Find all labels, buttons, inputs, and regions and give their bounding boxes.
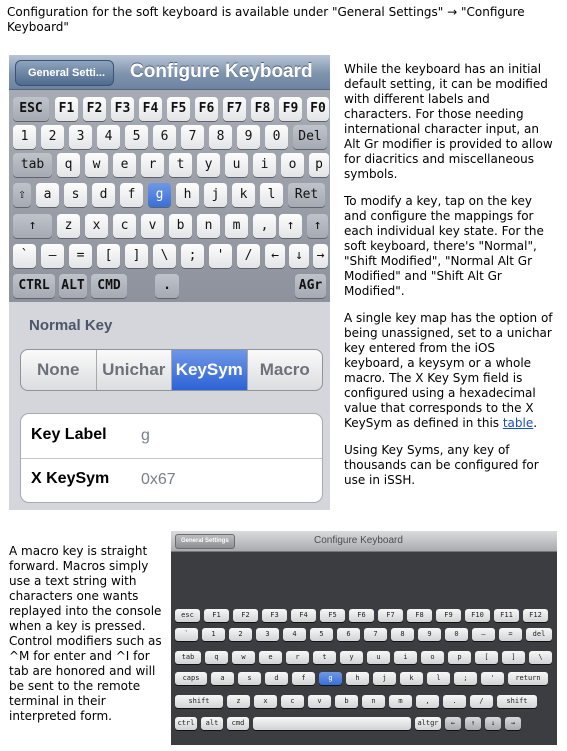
key-label-value[interactable]: g (141, 427, 150, 444)
ipad-key-2-8[interactable]: i (394, 651, 417, 664)
navigation-bar (9, 55, 330, 90)
ipad-key-5-1[interactable]: alt (201, 717, 223, 730)
iphone-configure-keyboard-screenshot (9, 55, 330, 510)
ipad-key-1-11[interactable]: – (472, 628, 495, 641)
ipad-key-4-8[interactable]: , (416, 695, 439, 708)
ipad-key-3-2[interactable]: s (238, 672, 261, 685)
key-6-0[interactable]: CTRL (13, 274, 55, 298)
ipad-key-3-12[interactable]: return (508, 672, 548, 685)
key-3-4[interactable]: f (120, 183, 143, 207)
key-type-segmented-control (20, 349, 323, 391)
ipad-key-3-7[interactable]: j (373, 672, 396, 685)
key-3-2[interactable]: s (64, 183, 87, 207)
ipad-navigation-bar (171, 531, 557, 552)
intro-text: Configuration for the soft keyboard is available under "General Settings" → "Configure Keyboard" (7, 5, 525, 34)
key-3-7[interactable]: j (204, 183, 227, 207)
ipad-key-0-0[interactable]: esc (175, 609, 200, 622)
ipad-key-1-7[interactable]: 7 (364, 628, 387, 641)
ipad-key-0-5[interactable]: F5 (320, 609, 345, 622)
ipad-key-3-10[interactable]: ; (454, 672, 477, 685)
ipad-key-1-2[interactable]: 2 (229, 628, 252, 641)
ipad-key-1-13[interactable]: del (526, 628, 552, 641)
key-2-1[interactable]: q (57, 153, 80, 177)
paragraph-key-map-text: A single key map has the option of being unassigned, set to a unichar key entered from the iOS keyboard, a keysym or a whole macro. The X Key Sym field is configured using a hexadecimal value that corresponds to the X KeySym as defined in this (344, 311, 553, 430)
ipad-key-0-11[interactable]: F11 (494, 609, 519, 622)
ipad-key-3-6[interactable]: h (346, 672, 369, 685)
description-text (344, 62, 557, 500)
ipad-key-5-5[interactable]: ← (445, 717, 461, 730)
key-2-4[interactable]: r (141, 153, 164, 177)
ipad-key-2-4[interactable]: r (286, 651, 309, 664)
soft-keyboard (9, 90, 330, 302)
key-0-0[interactable]: ESC (13, 97, 49, 121)
ipad-key-2-1[interactable]: q (205, 651, 228, 664)
key-3-10[interactable]: Ret (288, 183, 325, 207)
ipad-key-2-11[interactable]: [ (475, 651, 498, 664)
ipad-key-0-2[interactable]: F2 (233, 609, 258, 622)
key-2-6[interactable]: y (197, 153, 220, 177)
segment-unichar[interactable]: Unichar (97, 350, 173, 390)
macro-description: A macro key is straight forward. Macros simply use a text string with characters one wants replayed into the console when a key is pressed. Control modifiers such as ^M for enter and ^I for tab are honored and will be sent to the remote terminal in their interpreted form. (9, 544, 162, 723)
key-4-0[interactable]: ↑ (13, 214, 52, 238)
key-1-6[interactable]: 7 (181, 125, 204, 149)
keysym-row[interactable] (21, 458, 322, 502)
key-3-9[interactable]: l (260, 183, 283, 207)
ipad-key-1-6[interactable]: 6 (337, 628, 360, 641)
key-0-2[interactable]: F2 (83, 97, 106, 121)
ipad-key-4-1[interactable]: z (227, 695, 250, 708)
key-4-6[interactable]: n (197, 214, 220, 238)
ipad-key-1-12[interactable]: = (499, 628, 522, 641)
section-label: Normal Key (29, 317, 113, 334)
ipad-key-2-13[interactable]: \ (529, 651, 552, 664)
key-0-3[interactable]: F3 (111, 97, 134, 121)
ipad-key-2-6[interactable]: y (340, 651, 363, 664)
key-2-0[interactable]: tab (13, 153, 52, 177)
ipad-configure-keyboard-screenshot (171, 531, 557, 745)
ipad-key-0-1[interactable]: F1 (204, 609, 229, 622)
ipad-key-5-2[interactable]: cmd (227, 717, 249, 730)
key-5-11[interactable]: → (313, 244, 328, 268)
ipad-key-3-3[interactable]: d (265, 672, 288, 685)
key-2-8[interactable]: i (253, 153, 276, 177)
key-4-10[interactable]: ↑ (307, 214, 328, 238)
key-5-7[interactable]: ' (209, 244, 232, 268)
key-0-5[interactable]: F5 (167, 97, 190, 121)
key-4-9[interactable]: ↑ (279, 214, 302, 238)
paragraph-keyboard-defaults: While the keyboard has an initial default setting, it can be modified with different labels and characters. For those needing international character input, an Alt Gr modifier is provided to allow for diacritics and miscellaneous symbols. (344, 62, 553, 181)
ipad-key-1-10[interactable]: 0 (445, 628, 468, 641)
ipad-key-3-4[interactable]: f (292, 672, 315, 685)
key-1-2[interactable]: 3 (69, 125, 92, 149)
key-0-9[interactable]: F9 (279, 97, 302, 121)
segment-macro[interactable]: Macro (259, 360, 310, 379)
key-4-3[interactable]: c (113, 214, 136, 238)
table-link[interactable]: table (502, 416, 534, 430)
ipad-key-0-6[interactable]: F6 (349, 609, 374, 622)
key-1-8[interactable]: 9 (237, 125, 260, 149)
ipad-key-4-11[interactable]: shift (497, 695, 537, 708)
ipad-key-3-11[interactable]: ' (481, 672, 504, 685)
ipad-key-4-6[interactable]: n (362, 695, 385, 708)
ipad-key-2-5[interactable]: t (313, 651, 336, 664)
ipad-key-3-8[interactable]: k (400, 672, 423, 685)
key-0-10[interactable]: F0 (307, 97, 329, 121)
ipad-key-4-9[interactable]: . (443, 695, 466, 708)
ipad-key-5-0[interactable]: ctrl (175, 717, 197, 730)
ipad-key-2-0[interactable]: tab (175, 651, 201, 664)
ipad-key-4-2[interactable]: x (254, 695, 277, 708)
key-5-10[interactable]: ↓ (289, 244, 309, 268)
segment-keysym[interactable]: KeySym (172, 350, 248, 390)
key-3-0[interactable]: ⇧ (13, 183, 31, 207)
ipad-key-2-2[interactable]: w (232, 651, 255, 664)
ipad-key-5-6[interactable]: ↑ (465, 717, 481, 730)
key-3-6[interactable]: h (176, 183, 199, 207)
ipad-key-3-9[interactable]: l (427, 672, 450, 685)
ipad-key-4-0[interactable]: shift (175, 695, 223, 708)
ipad-key-0-12[interactable]: F12 (523, 609, 548, 622)
segment-none[interactable]: None (21, 350, 97, 390)
key-0-6[interactable]: F6 (195, 97, 218, 121)
key-2-7[interactable]: u (225, 153, 248, 177)
ipad-general-settings-back-button[interactable]: General Settings (175, 534, 235, 549)
ipad-key-2-9[interactable]: o (421, 651, 444, 664)
ipad-key-0-4[interactable]: F4 (291, 609, 316, 622)
ipad-key-2-3[interactable]: e (259, 651, 282, 664)
general-settings-back-button[interactable]: General Setti... (15, 60, 114, 86)
paragraph-key-map-end: . (533, 416, 538, 430)
ipad-key-5-4[interactable]: altgr (415, 717, 441, 730)
key-4-8[interactable]: , (253, 214, 276, 238)
key-1-3[interactable]: 4 (97, 125, 120, 149)
key-settings-table (20, 413, 323, 503)
key-5-2[interactable]: = (69, 244, 92, 268)
ipad-key-1-4[interactable]: 4 (283, 628, 306, 641)
key-5-6[interactable]: ; (181, 244, 204, 268)
ipad-key-3-1[interactable]: a (211, 672, 234, 685)
ipad-key-4-4[interactable]: v (308, 695, 331, 708)
key-1-10[interactable]: Del (293, 125, 327, 149)
ipad-key-4-5[interactable]: b (335, 695, 358, 708)
key-0-1[interactable]: F1 (55, 97, 78, 121)
key-2-2[interactable]: w (85, 153, 108, 177)
ipad-key-4-7[interactable]: m (389, 695, 412, 708)
key-6-1[interactable]: ALT (59, 274, 87, 298)
key-5-9[interactable]: ← (265, 244, 285, 268)
key-5-0[interactable]: ` (13, 244, 36, 268)
keysym-value[interactable]: 0x67 (141, 471, 176, 488)
key-2-10[interactable]: p (309, 153, 329, 177)
key-6-2[interactable]: CMD (91, 274, 127, 298)
ipad-page-title: Configure Keyboard (314, 535, 403, 546)
key-0-4[interactable]: F4 (139, 97, 162, 121)
key-3-8[interactable]: k (232, 183, 255, 207)
ipad-key-0-7[interactable]: F7 (378, 609, 403, 622)
key-4-4[interactable]: v (141, 214, 164, 238)
ipad-key-1-1[interactable]: 1 (202, 628, 225, 641)
key-4-7[interactable]: m (225, 214, 248, 238)
page-title: Configure Keyboard (130, 61, 313, 82)
key-2-5[interactable]: t (169, 153, 192, 177)
key-5-1[interactable]: – (41, 244, 64, 268)
key-config-section (9, 302, 330, 510)
ipad-key-3-5[interactable]: g (319, 672, 342, 685)
ipad-key-4-3[interactable]: c (281, 695, 304, 708)
key-3-3[interactable]: d (92, 183, 115, 207)
key-0-7[interactable]: F7 (223, 97, 246, 121)
ipad-key-5-8[interactable]: → (505, 717, 521, 730)
key-1-7[interactable]: 8 (209, 125, 232, 149)
ipad-spacebar[interactable] (253, 717, 411, 730)
key-2-9[interactable]: o (281, 153, 304, 177)
key-4-2[interactable]: x (85, 214, 108, 238)
ipad-key-1-8[interactable]: 8 (391, 628, 414, 641)
ipad-key-3-0[interactable]: caps (175, 672, 207, 685)
key-1-5[interactable]: 6 (153, 125, 176, 149)
key-label-row[interactable] (21, 414, 322, 459)
ipad-key-0-3[interactable]: F3 (262, 609, 287, 622)
ipad-key-2-10[interactable]: p (448, 651, 471, 664)
paragraph-key-map (344, 311, 557, 431)
ipad-key-0-9[interactable]: F9 (436, 609, 461, 622)
ipad-key-1-5[interactable]: 5 (310, 628, 333, 641)
key-2-3[interactable]: e (113, 153, 136, 177)
key-1-4[interactable]: 5 (125, 125, 148, 149)
key-6-3[interactable]: . (155, 274, 179, 298)
ipad-key-1-0[interactable]: ` (175, 628, 198, 641)
ipad-key-1-3[interactable]: 3 (256, 628, 279, 641)
key-3-5[interactable]: g (148, 183, 171, 207)
key-5-5[interactable]: \ (153, 244, 176, 268)
paragraph-key-syms: Using Key Syms, any key of thousands can be configured for use in iSSH. (344, 443, 539, 487)
ipad-key-2-12[interactable]: ] (502, 651, 525, 664)
key-6-4[interactable]: AGr (295, 274, 326, 298)
key-0-8[interactable]: F8 (251, 97, 274, 121)
key-5-4[interactable]: ] (125, 244, 148, 268)
key-5-8[interactable]: / (237, 244, 260, 268)
ipad-key-0-10[interactable]: F10 (465, 609, 490, 622)
key-1-1[interactable]: 2 (41, 125, 64, 149)
key-5-3[interactable]: [ (97, 244, 120, 268)
key-1-0[interactable]: 1 (13, 125, 36, 149)
key-3-1[interactable]: a (36, 183, 59, 207)
key-4-1[interactable]: z (57, 214, 80, 238)
ipad-key-2-7[interactable]: u (367, 651, 390, 664)
ipad-key-1-9[interactable]: 9 (418, 628, 441, 641)
paragraph-modify-key: To modify a key, tap on the key and configure the mappings for each individual key state. For the soft keyboard, there's "Normal", "Shift Modified", "Normal Alt Gr Modified" and "Shift Alt Gr Modified". (344, 194, 544, 298)
ipad-key-4-10[interactable]: / (470, 695, 493, 708)
keysym-title: X KeySym (31, 470, 110, 487)
key-1-9[interactable]: 0 (265, 125, 288, 149)
key-label-title: Key Label (31, 426, 107, 443)
ipad-key-0-8[interactable]: F8 (407, 609, 432, 622)
key-4-5[interactable]: b (169, 214, 192, 238)
ipad-key-5-7[interactable]: ↓ (485, 717, 501, 730)
